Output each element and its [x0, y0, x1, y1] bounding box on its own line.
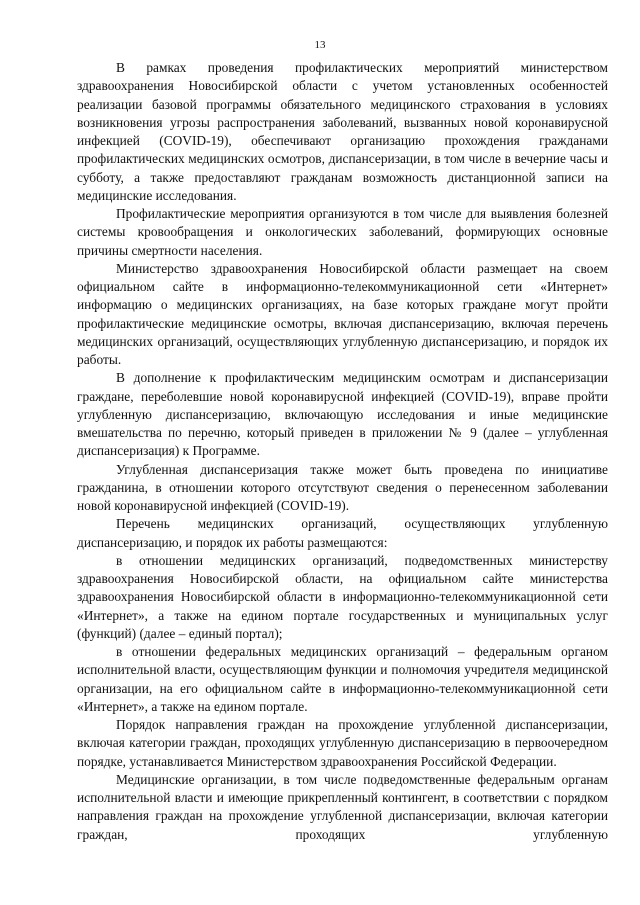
paragraph: Профилактические мероприятия организуются в том числе для выявления болезней системы кровообращения и онкологических заболеваний, формирующих основные причины смертности населения.	[77, 206, 608, 258]
paragraph-continued: Медицинские организации, в том числе подведомственные федеральным органам исполнительной власти и имеющие прикрепленный контингент, в соответствии с порядком направления граждан на прохождение углубленной диспансеризации, включая категории граждан, проходящих углубленную	[77, 771, 608, 842]
paragraph: в отношении федеральных медицинских организаций – федеральным органом исполнительной власти, осуществляющим функции и полномочия учредителя медицинской организации, на его официальном сайте в информационно-телекоммуникационной сети «Интернет», а также на едином портале.	[77, 644, 608, 714]
paragraph: Перечень медицинских организаций, осуществляющих углубленную диспансеризацию, и порядок их работы размещаются:	[77, 516, 608, 550]
document-body	[77, 59, 608, 844]
paragraph: Порядок направления граждан на прохождение углубленной диспансеризации, включая категории граждан, проходящих углубленную диспансеризацию в первоочередном порядке, устанавливается Министерством здравоохранения Российской Федерации.	[77, 717, 608, 769]
paragraph: В дополнение к профилактическим медицинским осмотрам и диспансеризации граждане, переболевшие новой коронавирусной инфекцией (COVID-19), вправе пройти углубленную диспансеризацию, включающую исследования и иные медицинские вмешательства по перечню, который приведен в приложении № 9 (далее – углубленная диспансеризация) к Программе.	[77, 370, 608, 459]
paragraph: В рамках проведения профилактических мероприятий министерством здравоохранения Новосибирской области с учетом установленных особенностей реализации базовой программы обязательного медицинского страхования в условиях возникновения угрозы распространения заболеваний, вызванных новой коронавирусной инфекцией (COVID-19), обеспечивают организацию прохождения гражданами профилактических медицинских осмотров, диспансеризации, в том числе в вечерние часы и субботу, а также предоставляют гражданам возможность дистанционной записи на медицинские исследования.	[77, 60, 608, 203]
paragraph: Министерство здравоохранения Новосибирской области размещает на своем официальном сайте в информационно-телекоммуникационной сети «Интернет» информацию о медицинских организациях, на базе которых граждане могут пройти профилактические медицинские осмотры, включая диспансеризацию, включая перечень медицинских организаций, осуществляющих углубленную диспансеризацию, и порядок их работы.	[77, 260, 608, 367]
paragraph: Углубленная диспансеризация также может быть проведена по инициативе гражданина, в отношении которого отсутствуют сведения о перенесенном заболевании новой коронавирусной инфекцией (COVID-19).	[77, 461, 608, 513]
page-number: 13	[314, 39, 326, 51]
paragraph: в отношении медицинских организаций, подведомственных министерству здравоохранения Новосибирской области, на официальном сайте министерства здравоохранения Новосибирской области в информационно-телекоммуникационной сети «Интернет», а также на едином портале государственных и муниципальных услуг (функций) (далее – единый портал);	[77, 552, 608, 641]
